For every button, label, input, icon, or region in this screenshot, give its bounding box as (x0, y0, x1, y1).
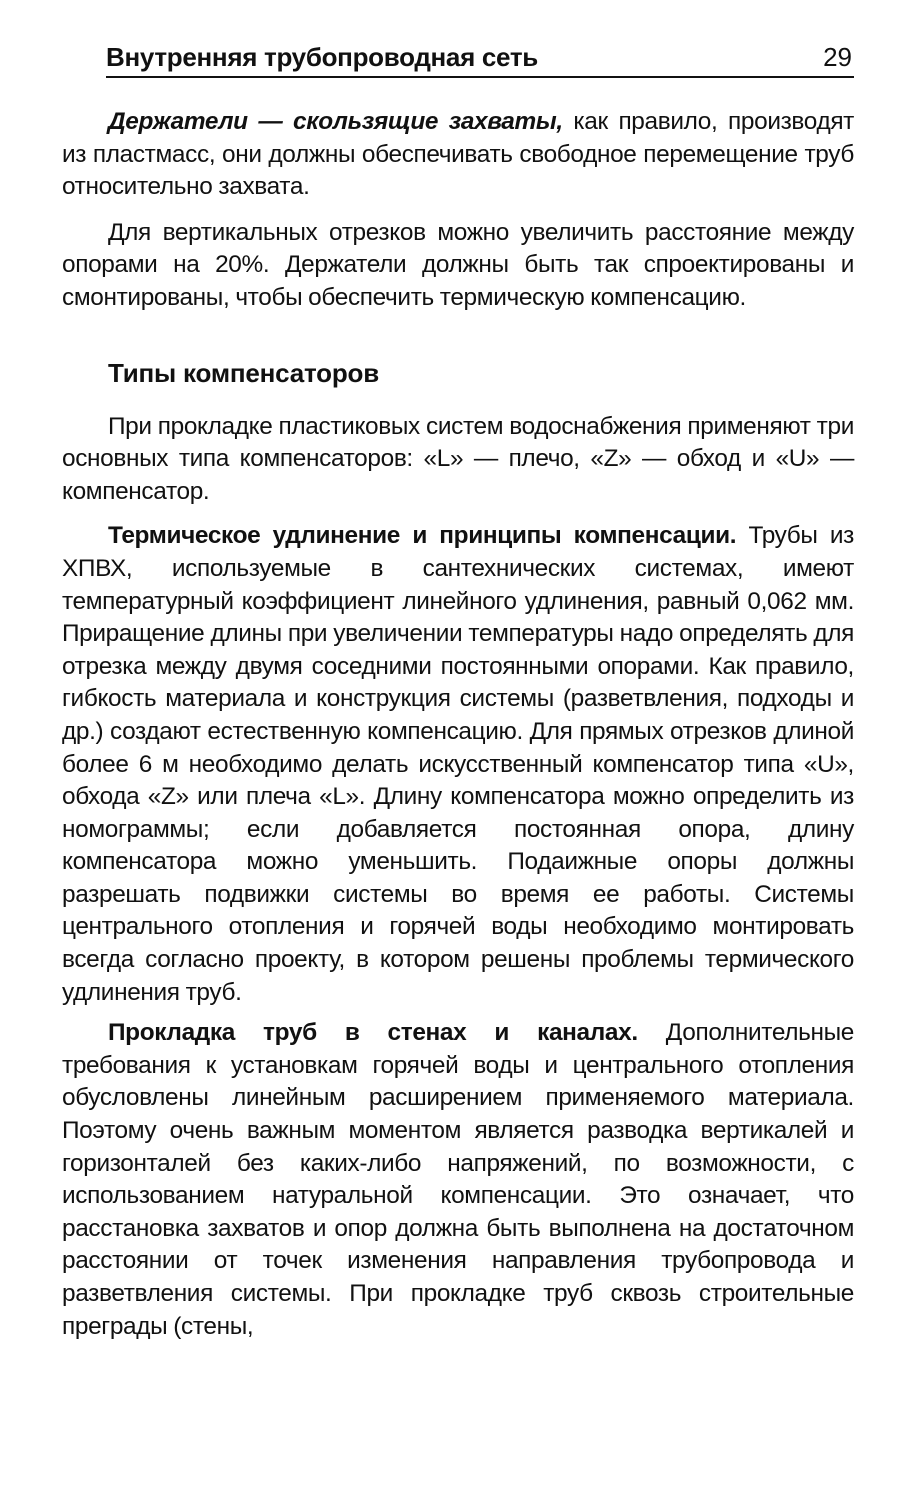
paragraph-lead: Термическое удлинение и принципы компенсации. (108, 522, 737, 550)
paragraph-text: Трубы из ХПВХ, используемые в сантехнических системах, имеют температурный коэффициент линейного удлинения, равный 0,062 мм. Приращение длины при увеличении температуры надо определять для отрезка между двумя соседними постоянными опорами. Как правило, гибкость материала и конструкция системы (разветвления, подходы и др.) создают естественную компенсацию. Для прямых отрезков длиной более 6 м необходимо делать искусственный компенсатор типа «U», обхода «Z» или плеча «L». Длину компенсатора можно определить из номограммы; если добавляется постоянная опора, длину компенсатора можно уменьшить. Подаижные опоры должны разрешать подвижки системы во время ее работы. Системы центрального отопления и горячей воды необходимо монтировать всегда согласно проекту, в котором решены проблемы термического удлинения труб. (62, 522, 854, 1006)
running-header (106, 40, 854, 78)
page-number: 29 (823, 42, 852, 72)
paragraph-compensator-types (62, 411, 854, 509)
book-page (62, 40, 854, 1343)
running-title: Внутренняя трубопроводная сеть (106, 42, 538, 72)
paragraph-text: Для вертикальных отрезков можно увеличить расстояние между опорами на 20%. Держатели должны быть так спроектированы и смонтированы, чтобы обеспечить термическую компенсацию. (62, 218, 854, 311)
paragraph-holders (62, 106, 854, 204)
paragraph-vertical-segments (62, 217, 854, 315)
paragraph-lead: Держатели — скользящие захваты, (108, 108, 563, 135)
paragraph-lead: Прокладка труб в стенах и каналах. (108, 1019, 638, 1047)
section-heading: Типы компенсаторов (108, 357, 379, 388)
paragraph-pipes-in-walls (62, 1017, 854, 1343)
paragraph-text: Дополнительные требования к установкам горячей воды и центрального отопления обусловлены линейным расширением применяемого материала. Поэтому очень важным моментом является разводка вертикалей и горизонталей без каких-либо напряжений, по возможности, с использованием натуральной компенсации. Это означает, что расстановка захватов и опор должна быть выполнена на достаточном расстоянии от точек изменения направления трубопровода и разветвления системы. При прокладке труб сквозь строительные преграды (стены, (62, 1019, 854, 1340)
paragraph-text: При прокладке пластиковых систем водоснабжения применяют три основных типа компенсаторов: «L» — плечо, «Z» — обход и «U» — компенсатор. (62, 412, 854, 505)
paragraph-thermal-elongation (62, 520, 854, 1009)
paragraph-text: как правило, производят из пластмасс, они должны обеспечивать свободное перемещение труб относительно захвата. (62, 108, 855, 201)
